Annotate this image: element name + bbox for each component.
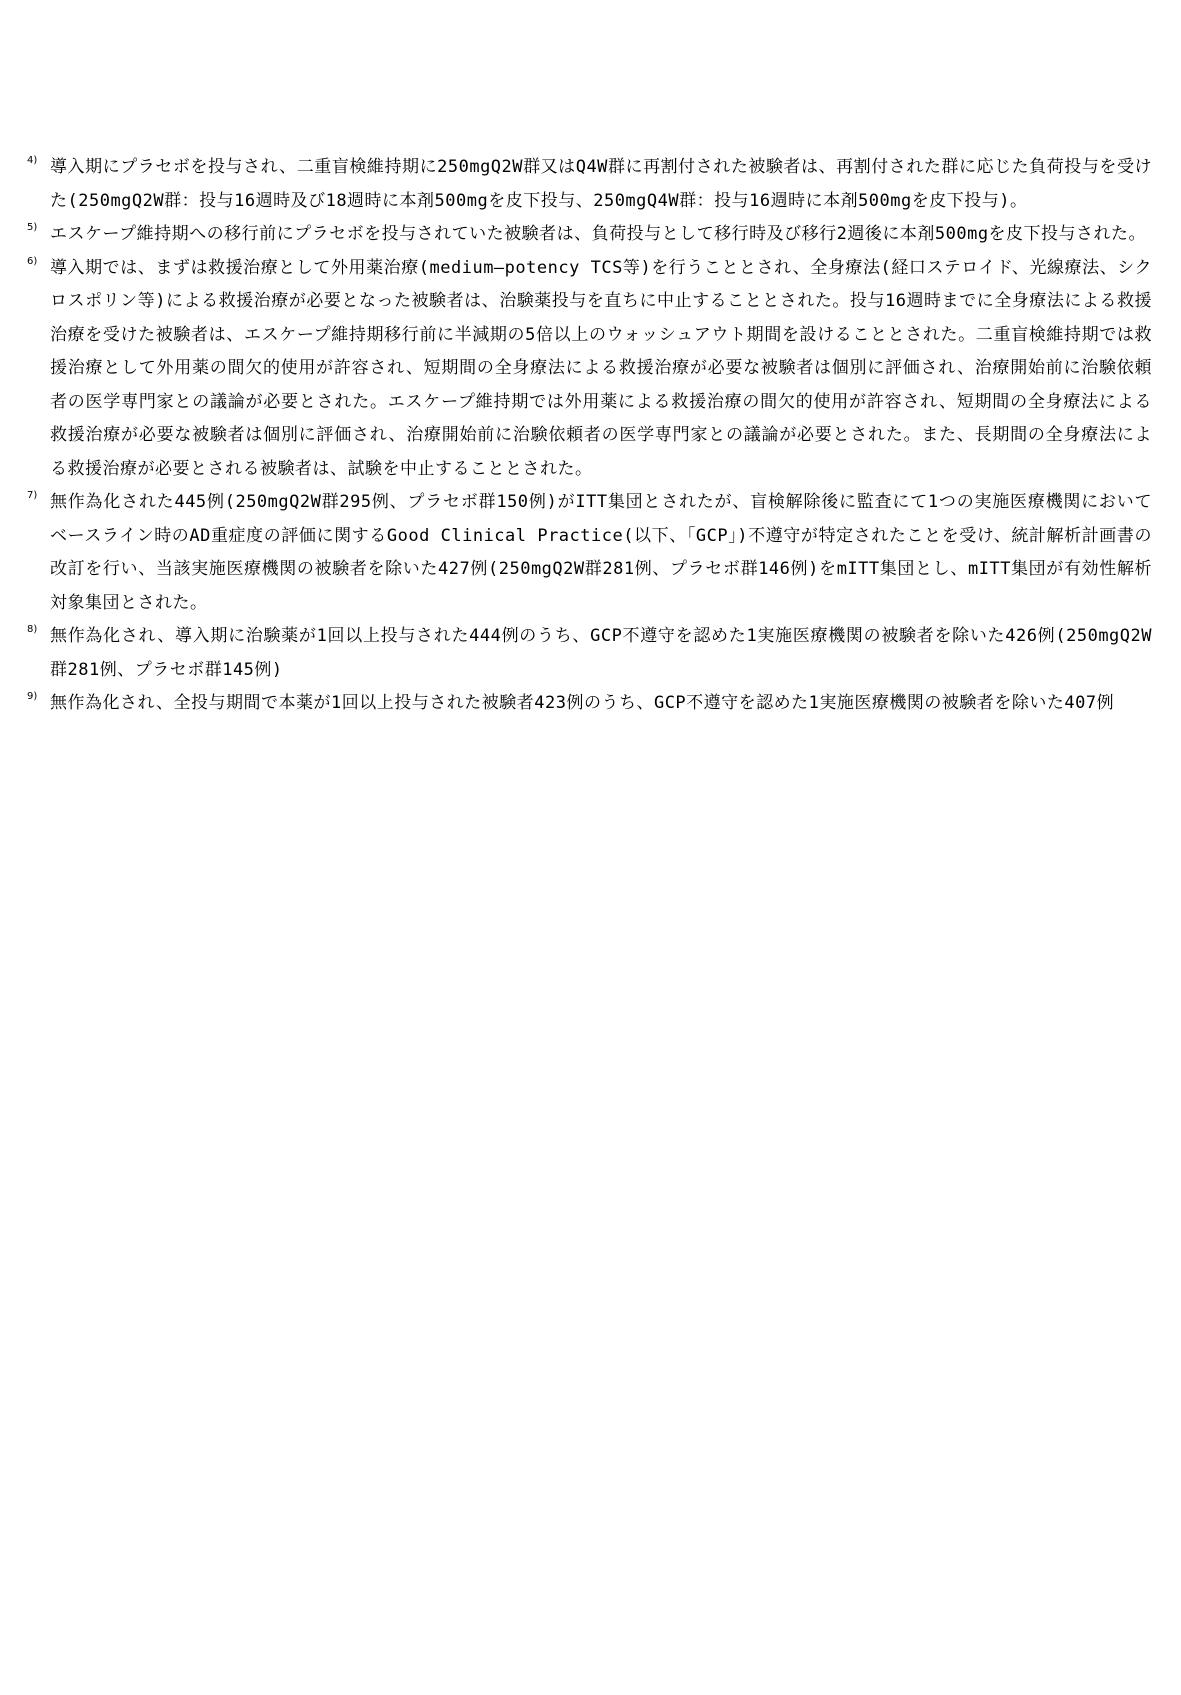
footnote-list xyxy=(27,151,1152,721)
footnote-4 xyxy=(27,151,1152,218)
footnote-6 xyxy=(27,252,1152,487)
footnote-8 xyxy=(27,620,1152,687)
footnote-9 xyxy=(27,687,1152,721)
footnote-marker: 5) xyxy=(27,222,38,233)
footnote-text: 無作為化された445例(250mgQ2W群295例、プラセボ群150例)がITT集団とされたが、盲検解除後に監査にて1つの実施医療機関においてベースライン時のAD重症度の評価に関するGood Clinical Practice(以下、「GCP」)不遵守が特定されたことを受け、統計解析計画書の改訂を行い、当該実施医療機関の被験者を除いた427例(250mgQ2W群281例、プラセボ群146例)をmITT集団とし、mITT集団が有効性解析対象集団とされた。 xyxy=(50,492,1152,613)
footnote-text: 無作為化され、全投与期間で本薬が1回以上投与された被験者423例のうち、GCP不遵守を認めた1実施医療機関の被験者を除いた407例 xyxy=(50,693,1115,713)
footnote-text: 導入期にプラセボを投与され、二重盲検維持期に250mgQ2W群又はQ4W群に再割付された被験者は、再割付された群に応じた負荷投与を受けた(250mgQ2W群：投与16週時及び18週時に本剤500mgを皮下投与、250mgQ4W群：投与16週時に本剤500mgを皮下投与)。 xyxy=(50,157,1152,211)
footnote-7 xyxy=(27,486,1152,620)
footnote-marker: 4) xyxy=(27,155,38,166)
footnote-text: エスケープ維持期への移行前にプラセボを投与されていた被験者は、負荷投与として移行時及び移行2週後に本剤500mgを皮下投与された。 xyxy=(50,224,1147,244)
footnote-marker: 8) xyxy=(27,624,38,635)
footnote-5 xyxy=(27,218,1152,252)
footnote-marker: 9) xyxy=(27,691,38,702)
footnote-text: 導入期では、まずは救援治療として外用薬治療(medium―potency TCS等)を行うこととされ、全身療法(経口ステロイド、光線療法、シクロスポリン等)による救援治療が必要となった被験者は、治験薬投与を直ちに中止することとされた。投与16週時までに全身療法による救援治療を受けた被験者は、エスケープ維持期移行前に半減期の5倍以上のウォッシュアウト期間を設けることとされた。二重盲検維持期では救援治療として外用薬の間欠的使用が許容され、短期間の全身療法による救援治療が必要な被験者は個別に評価され、治療開始前に治験依頼者の医学専門家との議論が必要とされた。エスケープ維持期では外用薬による救援治療の間欠的使用が許容され、短期間の全身療法による救援治療が必要な被験者は個別に評価され、治療開始前に治験依頼者の医学専門家との議論が必要とされた。また、長期間の全身療法による救援治療が必要とされる被験者は、試験を中止することとされた。 xyxy=(50,257,1152,479)
footnote-marker: 6) xyxy=(27,255,38,267)
footnote-marker: 7) xyxy=(27,490,38,501)
footnote-text: 無作為化され、導入期に治験薬が1回以上投与された444例のうち、GCP不遵守を認めた1実施医療機関の被験者を除いた426例(250mgQ2W群281例、プラセボ群145例) xyxy=(50,626,1152,680)
